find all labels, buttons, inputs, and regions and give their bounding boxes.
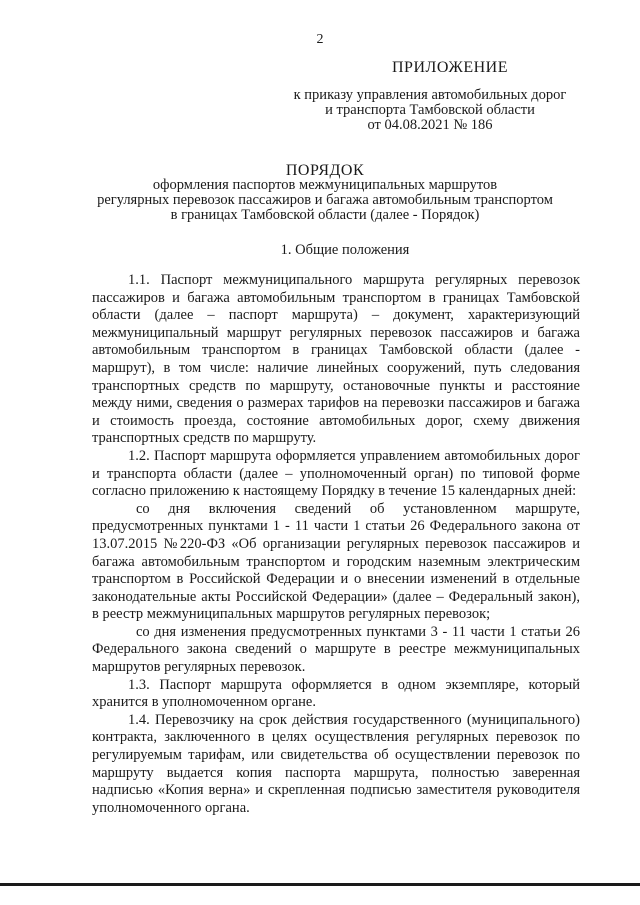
appendix-line: и транспорта Тамбовской области — [325, 102, 535, 118]
document-subtitle-line: в границах Тамбовской области (далее - Порядок) — [170, 207, 480, 223]
appendix-title: ПРИЛОЖЕНИЕ — [391, 59, 508, 76]
paragraph: 1.4. Перевозчику на срок действия государственного (муниципального) контракта, заключенного в целях осуществления регулярных перевозок по регулируемым тарифам, или свидетельства об осуществлении перевозок по маршруту выдается копия паспорта маршрута, полностью заверенная надписью «Копия верна» и скрепленная подписью заместителя руководителя уполномоченного органа. — [92, 711, 580, 816]
paragraph: со дня включения сведений об установленном маршруте, предусмотренных пунктами 1 - 11 части 1 статьи 26 Федерального закона от 13.07.2015 №220-ФЗ «Об организации регулярных перевозок пассажиров и багажа автомобильным транспортом и городским наземным электрическим транспортом в Российской Федерации и о внесении изменений в отдельные законодательные акты Российской Федерации» (далее – Федеральный закон), в реестр межмуниципальных маршрутов регулярных перевозок; — [92, 500, 580, 623]
paragraph: 1.3. Паспорт маршрута оформляется в одном экземпляре, который хранится в уполномоченном органе. — [92, 676, 580, 711]
page-number: 2 — [316, 32, 324, 47]
section-title: 1. Общие положения — [280, 242, 410, 258]
document-title: ПОРЯДОК — [285, 162, 365, 179]
document-body — [92, 272, 580, 817]
bottom-divider — [0, 883, 640, 886]
document-header — [85, 163, 565, 223]
paragraph: со дня изменения предусмотренных пунктами 3 - 11 части 1 статьи 26 Федерального закона сведений о маршруте в реестре межмуниципальных маршрутов регулярных перевозок. — [92, 623, 580, 676]
appendix-block — [270, 60, 590, 133]
document-subtitle-line: оформления паспортов межмуниципальных маршрутов — [152, 177, 498, 193]
paragraph: 1.1. Паспорт межмуниципального маршрута регулярных перевозок пассажиров и багажа автомобильным транспортом в границах Тамбовской области (далее – паспорт маршрута) – документ, характеризующий межмуниципальный маршрут регулярных перевозок пассажиров и багажа автомобильным транспортом в границах Тамбовской области (далее - маршрут), в том числе: наличие линейных сооружений, путь следования транспортных средств по маршруту, остановочные пункты и расстояние между ними, сведения о размерах тарифов на перевозки пассажиров и багажа и стоимость проезда, состояние автомобильных дорог, схему движения транспортных средств по маршруту. — [92, 272, 580, 447]
appendix-order-date: от 04.08.2021 № 186 — [367, 117, 493, 133]
appendix-line: к приказу управления автомобильных дорог — [293, 87, 567, 103]
paragraph: 1.2. Паспорт маршрута оформляется управлением автомобильных дорог и транспорта области (далее – уполномоченный орган) по типовой форме согласно приложению к настоящему Порядку в течение 15 календарных дней: — [92, 447, 580, 500]
document-subtitle-line: регулярных перевозок пассажиров и багажа автомобильным транспортом — [97, 192, 553, 208]
